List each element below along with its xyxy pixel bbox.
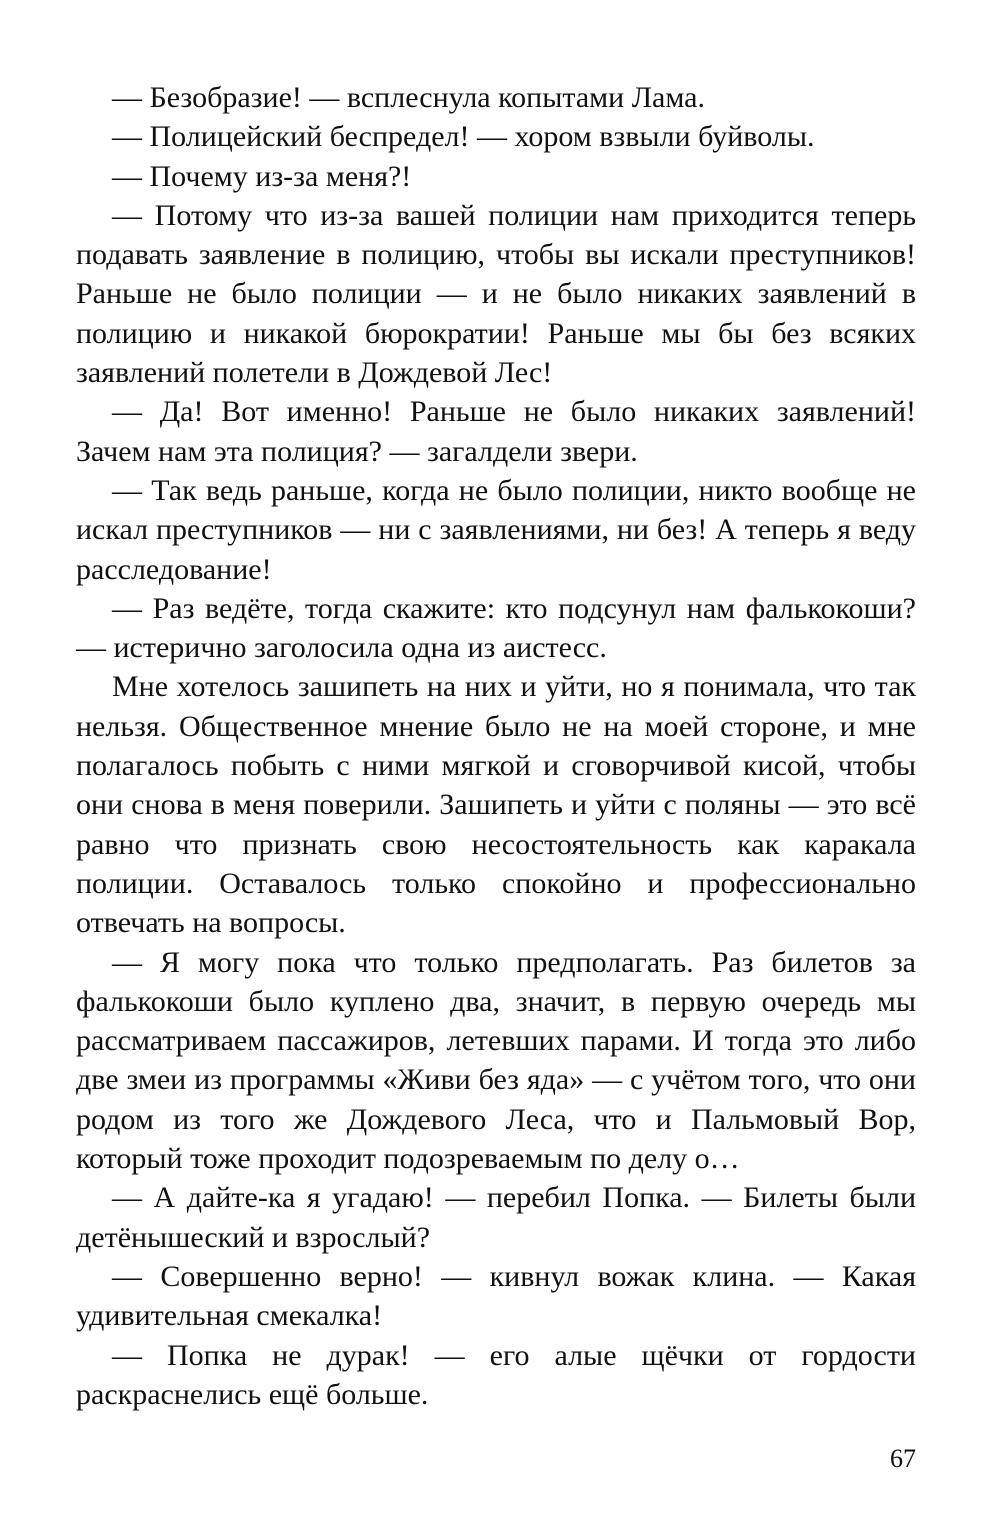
paragraph: — Полицейский беспредел! — хором взвыли буйволы.	[112, 120, 815, 154]
paragraph: — Безобразие! — всплеснула копытами Лама.	[112, 81, 705, 114]
paragraph: — Попка не дурак! — его алые щёчки от гордости раскраснелись ещё больше.	[76, 1338, 916, 1411]
paragraph: — Я могу пока что только предполагать. Раз билетов за фалькокоши было куплено два, значит, в первую очередь мы рассматриваем пассажиров, летевших парами. И тогда это либо две змеи из программы «Живи без яда» — с учётом того, что они родом из того же Дождевого Леса, что и Пальмовый Вор, который тоже проходит подозреваемым по делу о…	[76, 945, 916, 1176]
paragraph: — Так ведь раньше, когда не было полиции, никто вообще не искал преступников — ни с заявлениями, ни без! А теперь я веду расследование!	[76, 473, 916, 586]
paragraph: Мне хотелось зашипеть на них и уйти, но я понимала, что так нельзя. Общественное мнение было не на моей стороне, и мне полагалось побыть с ними мягкой и сговорчивой кисой, чтобы они снова в меня поверили. Зашипеть и уйти с поляны — это всё равно что признать свою несостоятельность как каракала полиции. Оставалось только спокойно и профессионально отвечать на вопросы.	[76, 670, 916, 940]
paragraph: — Почему из-за меня?!	[112, 159, 412, 193]
page-number: 67	[890, 1444, 916, 1473]
paragraph: — А дайте-ка я угадаю! — перебил Попка. — Билеты были детёнышеский и взрослый?	[76, 1181, 916, 1254]
paragraph: — Раз ведёте, тогда скажите: кто подсунул нам фалькокоши? — истерично заголосила одна из аистесс.	[76, 591, 916, 665]
paragraph: — Да! Вот именно! Раньше не было никаких заявлений! Зачем нам эта полиция? — загалдели звери.	[76, 395, 916, 468]
page-body	[76, 78, 916, 1414]
paragraph: — Потому что из-за вашей полиции нам приходится теперь подавать заявление в полицию, чтобы вы искали преступников! Раньше не было полиции — и не было никаких заявлений в полицию и никакой бюрократии! Раньше мы бы без всяких заявлений полетели в Дождевой Лес!	[76, 198, 916, 390]
paragraph: — Совершенно верно! — кивнул вожак клина. — Какая удивительная смекалка!	[76, 1259, 916, 1333]
